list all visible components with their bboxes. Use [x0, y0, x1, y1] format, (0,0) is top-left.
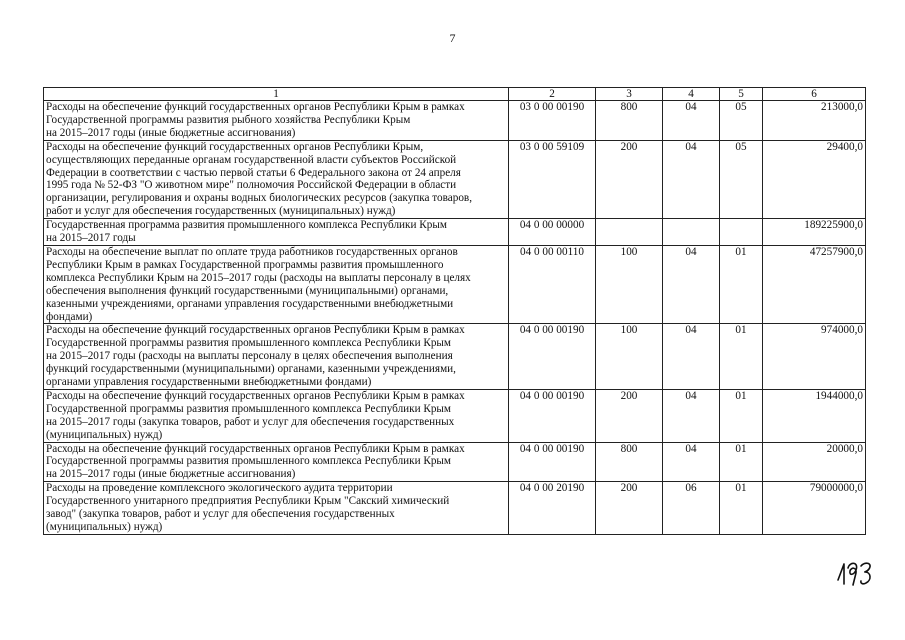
- row-subsection: 05: [720, 101, 763, 141]
- row-section: 04: [663, 140, 720, 218]
- table-row: [44, 140, 866, 218]
- row-subsection: 01: [720, 442, 763, 482]
- row-target-code: 04 0 00 00110: [509, 245, 596, 323]
- row-target-code: 04 0 00 00000: [509, 219, 596, 246]
- row-subsection: 01: [720, 482, 763, 535]
- row-expense-type: [596, 219, 663, 246]
- row-amount: 213000,0: [763, 101, 866, 141]
- table-row: [44, 101, 866, 141]
- row-section: [663, 219, 720, 246]
- table-row: [44, 482, 866, 535]
- row-target-code: 03 0 00 59109: [509, 140, 596, 218]
- row-description: Расходы на обеспечение функций государственных органов Республики Крым, осуществляющих переданные органам государственной власти субъектов Российской Федерации в соответствии с частью первой статьи 6 Федерального закона от 24 апреля 1995 года № 52-ФЗ "О животном мире" полномочия Российской Федерации в области организации, регулирования и охраны водных биологических ресурсов (закупка товаров, работ и услуг для обеспечения государственных (муниципальных) нужд): [44, 140, 509, 218]
- row-amount: 47257900,0: [763, 245, 866, 323]
- row-description: Расходы на обеспечение функций государственных органов Республики Крым в рамках Государственной программы развития промышленного комплекса Республики Крым на 2015–2017 годы (расходы на выплаты персоналу в целях обеспечения выполнения функций государственными (муниципальными) органами, казенными учреждениями, органами управления государственными внебюджетными фондами): [44, 324, 509, 390]
- column-header-target: 2: [509, 88, 596, 101]
- table-row: [44, 389, 866, 442]
- header-row: [44, 88, 866, 101]
- row-section: 04: [663, 101, 720, 141]
- row-subsection: 01: [720, 389, 763, 442]
- column-header-amount: 6: [763, 88, 866, 101]
- row-description: Расходы на обеспечение функций государственных органов Республики Крым в рамках Государственной программы развития промышленного комплекса Республики Крым на 2015–2017 годы (закупка товаров, работ и услуг для обеспечения государственных (муниципальных) нужд): [44, 389, 509, 442]
- row-description: Расходы на проведение комплексного экологического аудита территории Государственного унитарного предприятия Республики Крым "Сакский химический завод" (закупка товаров, работ и услуг для обеспечения государственных (муниципальных) нужд): [44, 482, 509, 535]
- row-expense-type: 200: [596, 389, 663, 442]
- row-subsection: 05: [720, 140, 763, 218]
- row-expense-type: 200: [596, 482, 663, 535]
- row-amount: 974000,0: [763, 324, 866, 390]
- row-description: Государственная программа развития промышленного комплекса Республики Крым на 2015–2017 годы: [44, 219, 509, 246]
- row-subsection: [720, 219, 763, 246]
- row-expense-type: 800: [596, 101, 663, 141]
- row-expense-type: 100: [596, 245, 663, 323]
- row-description: Расходы на обеспечение функций государственных органов Республики Крым в рамках Государственной программы развития рыбного хозяйства Республики Крым на 2015–2017 годы (иные бюджетные ассигнования): [44, 101, 509, 141]
- row-section: 04: [663, 245, 720, 323]
- row-target-code: 04 0 00 00190: [509, 442, 596, 482]
- table-row: [44, 245, 866, 323]
- page-number: 7: [449, 31, 456, 45]
- table-row: [44, 442, 866, 482]
- row-section: 04: [663, 389, 720, 442]
- row-section: 06: [663, 482, 720, 535]
- row-amount: 20000,0: [763, 442, 866, 482]
- row-section: 04: [663, 324, 720, 390]
- row-expense-type: 200: [596, 140, 663, 218]
- budget-table: [43, 87, 866, 535]
- handwritten-page-mark-icon: [835, 558, 875, 588]
- row-description: Расходы на обеспечение выплат по оплате труда работников государственных органов Республики Крым в рамках Государственной программы развития промышленного комплекса Республики Крым на 2015–2017 годы (расходы на выплаты персоналу в целях обеспечения выполнения функций государственными (муниципальными) органами, казенными учреждениями, органами управления государственными внебюджетными фондами): [44, 245, 509, 323]
- column-header-section: 4: [663, 88, 720, 101]
- row-target-code: 03 0 00 00190: [509, 101, 596, 141]
- row-target-code: 04 0 00 00190: [509, 389, 596, 442]
- table-row: [44, 219, 866, 246]
- column-header-type: 3: [596, 88, 663, 101]
- row-subsection: 01: [720, 245, 763, 323]
- row-target-code: 04 0 00 00190: [509, 324, 596, 390]
- row-amount: 1944000,0: [763, 389, 866, 442]
- row-section: 04: [663, 442, 720, 482]
- row-amount: 79000000,0: [763, 482, 866, 535]
- table-row: [44, 324, 866, 390]
- row-expense-type: 100: [596, 324, 663, 390]
- column-header-description: 1: [44, 88, 509, 101]
- row-description: Расходы на обеспечение функций государственных органов Республики Крым в рамках Государственной программы развития промышленного комплекса Республики Крым на 2015–2017 годы (иные бюджетные ассигнования): [44, 442, 509, 482]
- row-subsection: 01: [720, 324, 763, 390]
- row-expense-type: 800: [596, 442, 663, 482]
- row-amount: 189225900,0: [763, 219, 866, 246]
- row-target-code: 04 0 00 20190: [509, 482, 596, 535]
- column-header-subsection: 5: [720, 88, 763, 101]
- row-amount: 29400,0: [763, 140, 866, 218]
